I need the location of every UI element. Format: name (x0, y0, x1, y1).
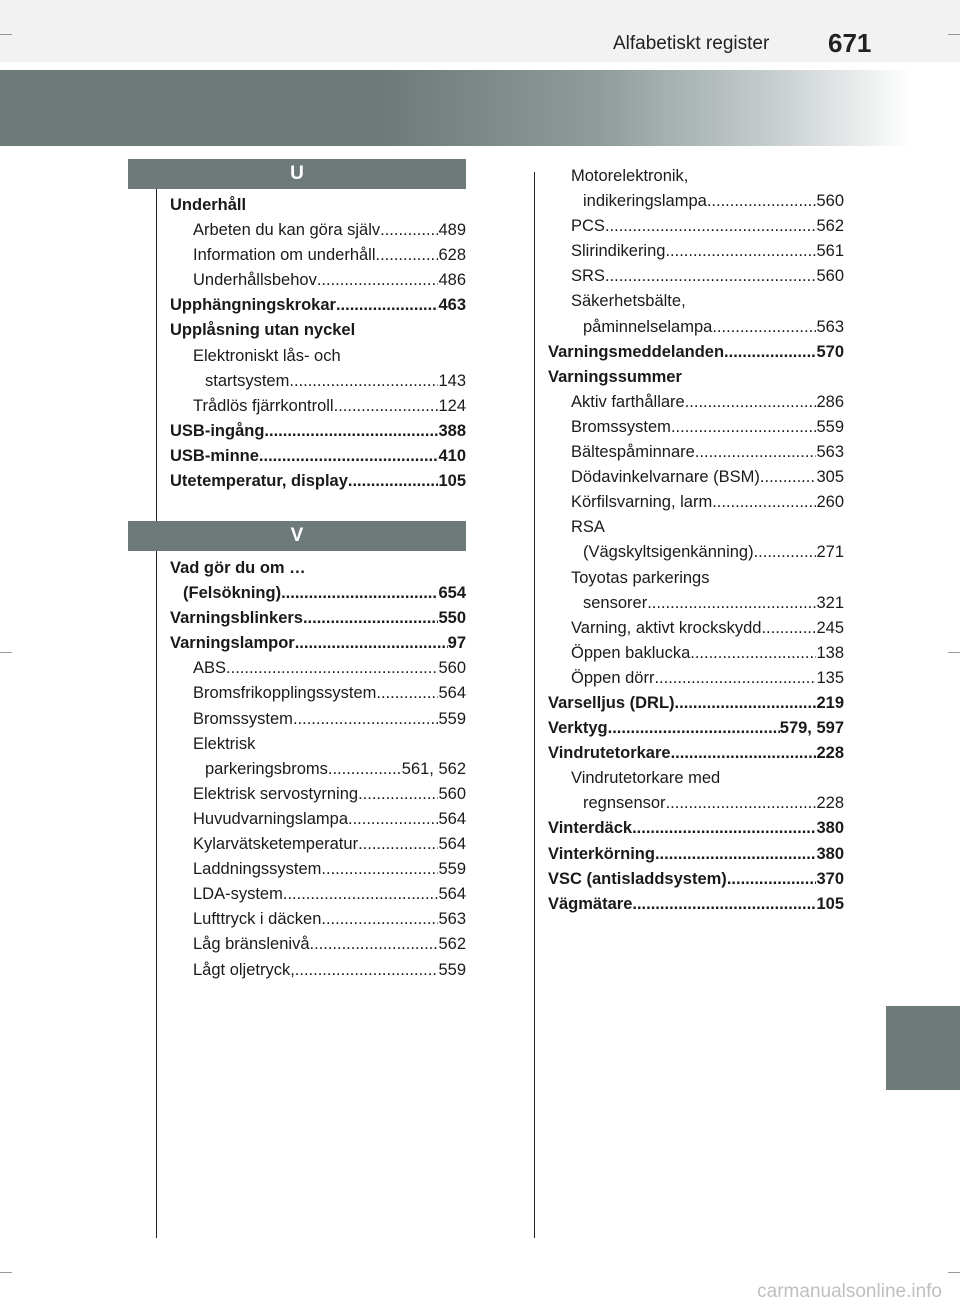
index-entry-page: 97 (447, 634, 466, 653)
dot-leader (654, 666, 816, 691)
index-list-u (170, 193, 466, 494)
index-entry-page: 135 (816, 668, 844, 687)
index-entry-term: Körfilsvarning, larm (571, 493, 713, 512)
index-entry-term: Öppen baklucka (571, 643, 691, 662)
dot-leader (336, 293, 439, 318)
index-entry-term: Varningsblinkers (170, 609, 303, 628)
dot-leader (655, 842, 817, 867)
index-entry-page: 564 (438, 684, 466, 703)
index-entry (548, 741, 844, 766)
index-entry-term: påminnelselampa (583, 317, 713, 336)
crop-mark (948, 652, 960, 653)
index-entry-term: Bromssystem (193, 709, 293, 728)
index-entry-page: 628 (438, 246, 466, 265)
index-entry (170, 469, 466, 494)
index-entry-term: Utetemperatur, display (170, 472, 348, 491)
index-entry-term: RSA (571, 518, 605, 537)
index-entry-term: Varningssummer (548, 367, 682, 386)
dot-leader (605, 264, 817, 289)
index-entry (170, 732, 466, 757)
index-entry-term: Bromsfrikopplingssystem (193, 684, 377, 703)
dot-leader (328, 757, 402, 782)
index-entry (548, 892, 844, 917)
index-entry-term: Vindrutetorkare (548, 744, 671, 763)
index-entry-page: 463 (438, 296, 466, 315)
index-entry (170, 556, 466, 581)
dot-leader (293, 707, 439, 732)
index-entry-term: sensorer (583, 593, 648, 612)
index-entry-term: Bältespåminnare (571, 443, 695, 462)
index-entry (170, 807, 466, 832)
index-entry (170, 932, 466, 957)
index-entry-page: 579, 597 (779, 719, 844, 738)
index-entry-page: 321 (816, 593, 844, 612)
index-entry-page: 559 (438, 860, 466, 879)
index-entry (170, 218, 466, 243)
index-entry-term: Slirindikering (571, 242, 666, 261)
dot-leader (303, 606, 439, 631)
index-entry-term: Information om underhåll (193, 246, 376, 265)
index-entry (548, 515, 844, 540)
index-entry-term: Vinterdäck (548, 819, 633, 838)
index-entry-page: 564 (438, 885, 466, 904)
index-entry (548, 591, 844, 616)
dot-leader (289, 369, 438, 394)
index-entry (548, 716, 844, 741)
index-entry (548, 164, 844, 189)
dot-leader (295, 958, 439, 983)
index-entry (170, 707, 466, 732)
index-entry (170, 656, 466, 681)
index-entry-page: 564 (438, 835, 466, 854)
index-entry-page: 260 (816, 493, 844, 512)
index-entry-term: SRS (571, 267, 605, 286)
index-entry (548, 315, 844, 340)
index-entry-term: Vägmätare (548, 894, 633, 913)
index-entry-term: USB-ingång (170, 421, 265, 440)
index-entry-page: 228 (816, 744, 844, 763)
dot-leader (283, 882, 439, 907)
index-entry (170, 782, 466, 807)
index-entry-page: 124 (438, 396, 466, 415)
crop-mark (0, 1272, 12, 1273)
index-entry-page: 559 (438, 709, 466, 728)
dot-leader (317, 268, 439, 293)
dot-leader (712, 315, 816, 340)
index-entry-page: 370 (816, 869, 844, 888)
index-entry-term: Bromssystem (571, 417, 671, 436)
index-entry-page: 410 (438, 446, 466, 465)
chapter-thumb-tab (886, 1006, 960, 1090)
index-entry (170, 193, 466, 218)
dot-leader (380, 218, 438, 243)
index-entry (170, 243, 466, 268)
index-entry-page: 228 (816, 794, 844, 813)
index-entry-page: 559 (438, 960, 466, 979)
index-entry (548, 566, 844, 591)
dot-leader (281, 581, 438, 606)
index-entry-page: 489 (438, 221, 466, 240)
index-entry-term: Öppen dörr (571, 668, 655, 687)
index-entry-term: Laddningssystem (193, 860, 322, 879)
index-entry-term: Verktyg (548, 719, 608, 738)
index-entry-page: 562 (438, 935, 466, 954)
index-entry-term: Kylarvätsketemperatur (193, 835, 359, 854)
index-entry (170, 344, 466, 369)
index-entry-page: 560 (816, 267, 844, 286)
index-entry (548, 791, 844, 816)
index-entry-page: 380 (816, 819, 844, 838)
index-entry-term: Aktiv farthållare (571, 392, 685, 411)
dot-leader (685, 390, 817, 415)
index-list-v-left (170, 556, 466, 983)
index-entry (548, 691, 844, 716)
index-entry (170, 681, 466, 706)
index-entry (548, 842, 844, 867)
section-letter-v: V (128, 521, 466, 551)
dot-leader (695, 440, 817, 465)
dot-leader (760, 465, 817, 490)
index-entry-term: Dödavinkelvarnare (BSM) (571, 468, 760, 487)
index-entry-page: 560 (438, 659, 466, 678)
dot-leader (632, 816, 816, 841)
dot-leader (754, 540, 817, 565)
index-entry-term: Varningslampor (170, 634, 295, 653)
index-entry-term: Vad gör du om … (170, 559, 306, 577)
index-entry-term: Elektrisk (193, 734, 256, 753)
index-entry (548, 465, 844, 490)
index-entry-term: Toyotas parkerings (571, 568, 710, 587)
index-entry (170, 882, 466, 907)
index-entry (548, 616, 844, 641)
index-entry-term: Lufttryck i däcken (193, 910, 322, 929)
index-entry-term: regnsensor (583, 794, 666, 813)
index-entry-page: 143 (438, 371, 466, 390)
index-entry-page: 563 (438, 910, 466, 929)
section-letter-u: U (128, 159, 466, 189)
index-entry-page: 570 (816, 342, 844, 361)
index-entry (548, 540, 844, 565)
dot-leader (376, 681, 438, 706)
index-entry-page: 562 (816, 217, 844, 236)
index-entry-term: Vinterkörning (548, 844, 655, 863)
index-entry (170, 581, 466, 606)
index-entry (548, 766, 844, 791)
dot-leader (690, 641, 816, 666)
dot-leader (712, 490, 816, 515)
crop-mark (948, 1272, 960, 1273)
index-entry-term: Huvudvarningslampa (193, 809, 349, 828)
index-entry (548, 440, 844, 465)
crop-mark (948, 34, 960, 35)
index-entry (548, 289, 844, 314)
dot-leader (761, 616, 816, 641)
dot-leader (727, 867, 817, 892)
chapter-banner (0, 70, 960, 146)
index-entry-term: Lågt oljetryck, (193, 960, 295, 979)
index-entry (548, 264, 844, 289)
index-entry-page: 486 (438, 271, 466, 290)
dot-leader (358, 832, 438, 857)
index-entry-term: indikeringslampa (583, 192, 707, 211)
index-entry-term: Elektrisk servostyrning (193, 784, 359, 803)
dot-leader (605, 214, 817, 239)
index-entry (548, 415, 844, 440)
index-entry-term: Varning, aktivt krockskydd (571, 618, 762, 637)
header-strip (0, 0, 960, 62)
index-entry (170, 606, 466, 631)
index-entry (548, 365, 844, 390)
index-entry (548, 641, 844, 666)
index-entry-page: 559 (816, 417, 844, 436)
index-entry-term: USB-minne (170, 446, 259, 465)
section-title: Alfabetiskt register (613, 33, 770, 54)
dot-leader (334, 394, 439, 419)
dot-leader (310, 932, 439, 957)
index-entry (170, 268, 466, 293)
index-entry-term: parkeringsbroms (205, 759, 328, 778)
dot-leader (707, 189, 817, 214)
index-entry (548, 816, 844, 841)
index-entry (170, 832, 466, 857)
dot-leader (675, 691, 817, 716)
index-list-v-right (548, 164, 844, 917)
index-entry-term: Arbeten du kan göra själv (193, 221, 381, 240)
index-entry (548, 189, 844, 214)
index-entry-term: Låg bränslenivå (193, 935, 310, 954)
index-entry-page: 105 (438, 472, 466, 491)
index-entry-term: Underhållsbehov (193, 271, 317, 290)
dot-leader (665, 239, 816, 264)
index-entry-page: 305 (816, 468, 844, 487)
index-entry-page: 388 (438, 421, 466, 440)
index-entry (548, 390, 844, 415)
dot-leader (632, 892, 816, 917)
index-entry-term: LDA-system (193, 885, 283, 904)
index-entry-term: Vindrutetorkare med (571, 769, 721, 788)
index-entry (170, 369, 466, 394)
left-column-rule (156, 172, 157, 1238)
dot-leader (358, 782, 438, 807)
index-entry-term: Varningsmeddelanden (548, 342, 725, 361)
index-entry-page: 219 (816, 693, 844, 712)
index-entry (548, 340, 844, 365)
index-entry (170, 394, 466, 419)
index-entry-term: Elektroniskt lås- och (193, 346, 341, 365)
index-entry-page: 561 (816, 242, 844, 261)
dot-leader (671, 741, 817, 766)
index-entry (170, 907, 466, 932)
index-entry (548, 666, 844, 691)
dot-leader (226, 656, 438, 681)
index-entry-term: Upplåsning utan nyckel (170, 321, 356, 340)
index-entry-term: Underhåll (170, 196, 247, 214)
index-entry (170, 631, 466, 656)
crop-mark (0, 652, 12, 653)
page-number: 671 (828, 28, 872, 58)
dot-leader (264, 419, 438, 444)
right-column-rule (534, 172, 535, 1238)
dot-leader (295, 631, 448, 656)
index-entry-term: ABS (193, 659, 227, 678)
index-entry (170, 293, 466, 318)
watermark: carmanualsonline.info (757, 1281, 942, 1302)
index-entry (170, 419, 466, 444)
dot-leader (376, 243, 439, 268)
index-entry-page: 286 (816, 392, 844, 411)
dot-leader (666, 791, 817, 816)
index-entry (548, 490, 844, 515)
index-entry-page: 564 (438, 809, 466, 828)
index-entry-term: Trådlös fjärrkontroll (193, 396, 334, 415)
dot-leader (348, 469, 439, 494)
index-entry-page: 560 (438, 784, 466, 803)
index-entry-term: (Felsökning) (183, 584, 282, 603)
index-entry-page: 380 (816, 844, 844, 863)
index-entry-page: 654 (438, 584, 466, 603)
index-entry (548, 239, 844, 264)
index-entry-page: 271 (816, 543, 844, 562)
dot-leader (724, 340, 816, 365)
index-entry (170, 318, 466, 343)
index-entry (548, 214, 844, 239)
index-entry-term: Säkerhetsbälte, (571, 292, 686, 311)
index-entry (170, 444, 466, 469)
index-entry-term: startsystem (205, 371, 290, 390)
dot-leader (321, 857, 438, 882)
dot-leader (321, 907, 438, 932)
index-entry (170, 757, 466, 782)
index-entry-term: Upphängningskrokar (170, 296, 336, 315)
index-entry-page: 245 (816, 618, 844, 637)
index-entry-page: 563 (816, 317, 844, 336)
index-entry-term: Motorelektronik, (571, 167, 689, 185)
dot-leader (259, 444, 439, 469)
index-entry-page: 550 (438, 609, 466, 628)
dot-leader (608, 716, 780, 741)
dot-leader (647, 591, 816, 616)
index-entry (548, 867, 844, 892)
index-entry-page: 561, 562 (401, 759, 466, 778)
index-entry-page: 563 (816, 443, 844, 462)
index-entry (170, 857, 466, 882)
index-entry-term: VSC (antisladdsystem) (548, 869, 727, 888)
index-entry-term: (Vägskyltsigenkänning) (583, 543, 754, 562)
index-entry-page: 138 (816, 643, 844, 662)
crop-mark (0, 34, 12, 35)
index-entry (170, 958, 466, 983)
dot-leader (671, 415, 817, 440)
index-entry-page: 105 (816, 894, 844, 913)
dot-leader (348, 807, 438, 832)
index-entry-term: PCS (571, 217, 605, 236)
index-entry-term: Varselljus (DRL) (548, 693, 675, 712)
index-entry-page: 560 (816, 192, 844, 211)
